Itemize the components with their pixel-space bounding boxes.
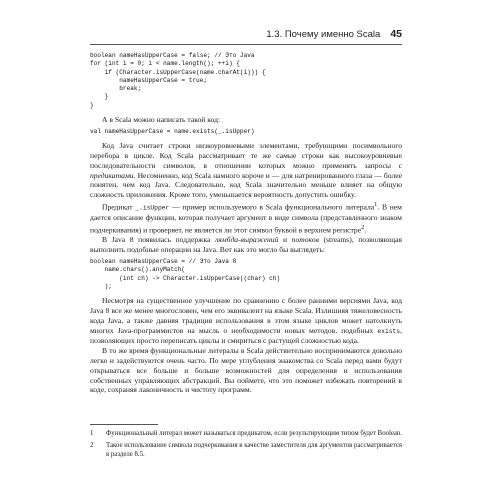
footnote-2 [90,442,402,459]
paragraph-predicate: Предикат _.isUpper — пример используемого в Scala функционального литерала$^1$. В нем дается описание функции, которая получает аргумент в виде символа (представленного знаком подчеркивания) и проверяет, не является ли этот символ буквой в верхнем регистре$^2$. [90,200,402,235]
section-title: 1.3. Почему именно Scala [266,29,381,40]
emphasis-lambda: лямбда-выражений [214,235,279,245]
footnote-ref-2: 2 [361,224,365,232]
inline-code-exists: exists [377,327,401,335]
footnote-ref-1: 1 [374,200,378,208]
footnote-text: Функциональный литерал может называться предикатом, если результирующим типом будет Boolean. [106,430,403,437]
paragraph-scala-intro: А в Scala можно написать такой код: [102,115,221,125]
paragraph-comparison: Код Java считает строки низкоуровневыми элементами, требующими посимвольного перебора в цикле. Код Scala рассматривает те же самые строки как высокоуровневые последовательности символов, в отношении которых можно применять запросы с предикатами. Несомненно, код Scala намного короче и — для натренированного глаза — более понятен, чем код Java. Следовательно, код Scala значительно меньше влияет на общую сложность приложения. Кроме того, уменьшается вероятность допустить ошибку. [90,141,402,200]
footnote-rule [90,424,158,425]
emphasis-streams: потоков [291,235,319,245]
paragraph-java8: В Java 8 появилась поддержка лямбда-выражений и потоков (streams), позволяющая выполнить подобные операции на Java. Вот как это могло бы выглядеть: [90,235,402,255]
paragraph-verbosity: Несмотря на существенное улучшение по сравнению с более ранними версиями Java, код Java 8 все же менее многословен, чем его эквивалент на языке Scala. Излишняя тяжеловесность кода Java, а также давняя традиция использования в этом языке циклов может натолкнуть многих Java-программистов на мысль о необходимости новых методов, подобных exists, позволяющих просто переписать циклы и смириться с растущей сложностью кода. [90,296,402,346]
footnote-text: Такое использование символа подчеркивания в качестве заместителя для аргументов рассматривается в разделе 8.5. [106,442,402,458]
code-block-scala-exists: val nameHasUpperCase = name.exists(_.isUpper) [90,127,255,135]
page-body [90,52,402,395]
footnote-number: 1 [90,430,94,437]
inline-code-isupper: _.isUpper [135,204,170,212]
code-block-java-loop: boolean nameHasUpperCase = false; // Это Java for (int i = 0; i < name.length(); ++i) { if (Character.isUpperCase(name.charAt(i))) { nameHasUpperCase = true; break; } } [90,52,266,109]
running-header [90,28,402,40]
footnote-1 [90,430,402,438]
header-rule [90,44,402,45]
footnotes [90,430,402,463]
footnote-number: 2 [90,442,94,450]
code-block-java8-stream: boolean nameHasUpperCase = // Это Java 8 name.chars().anyMatch( (int ch) -> Character.isUpperCase((char) ch) ); [90,258,281,290]
page-number: 45 [390,28,402,40]
emphasis-predicates: предикатами [90,170,134,180]
paragraph-functional-literals: В то же время функциональные литералы в Scala действительно воспринимаются довольно легко и задействуются очень часто. По мере углубления знакомства со Scala перед вами будут открываться все больше и больше возможностей для определения и использования собственных управляющих абстракций. Вы поймете, что это поможет избежать повторений в коде, сохраняя лаконичность и чистоту программ. [90,346,402,395]
